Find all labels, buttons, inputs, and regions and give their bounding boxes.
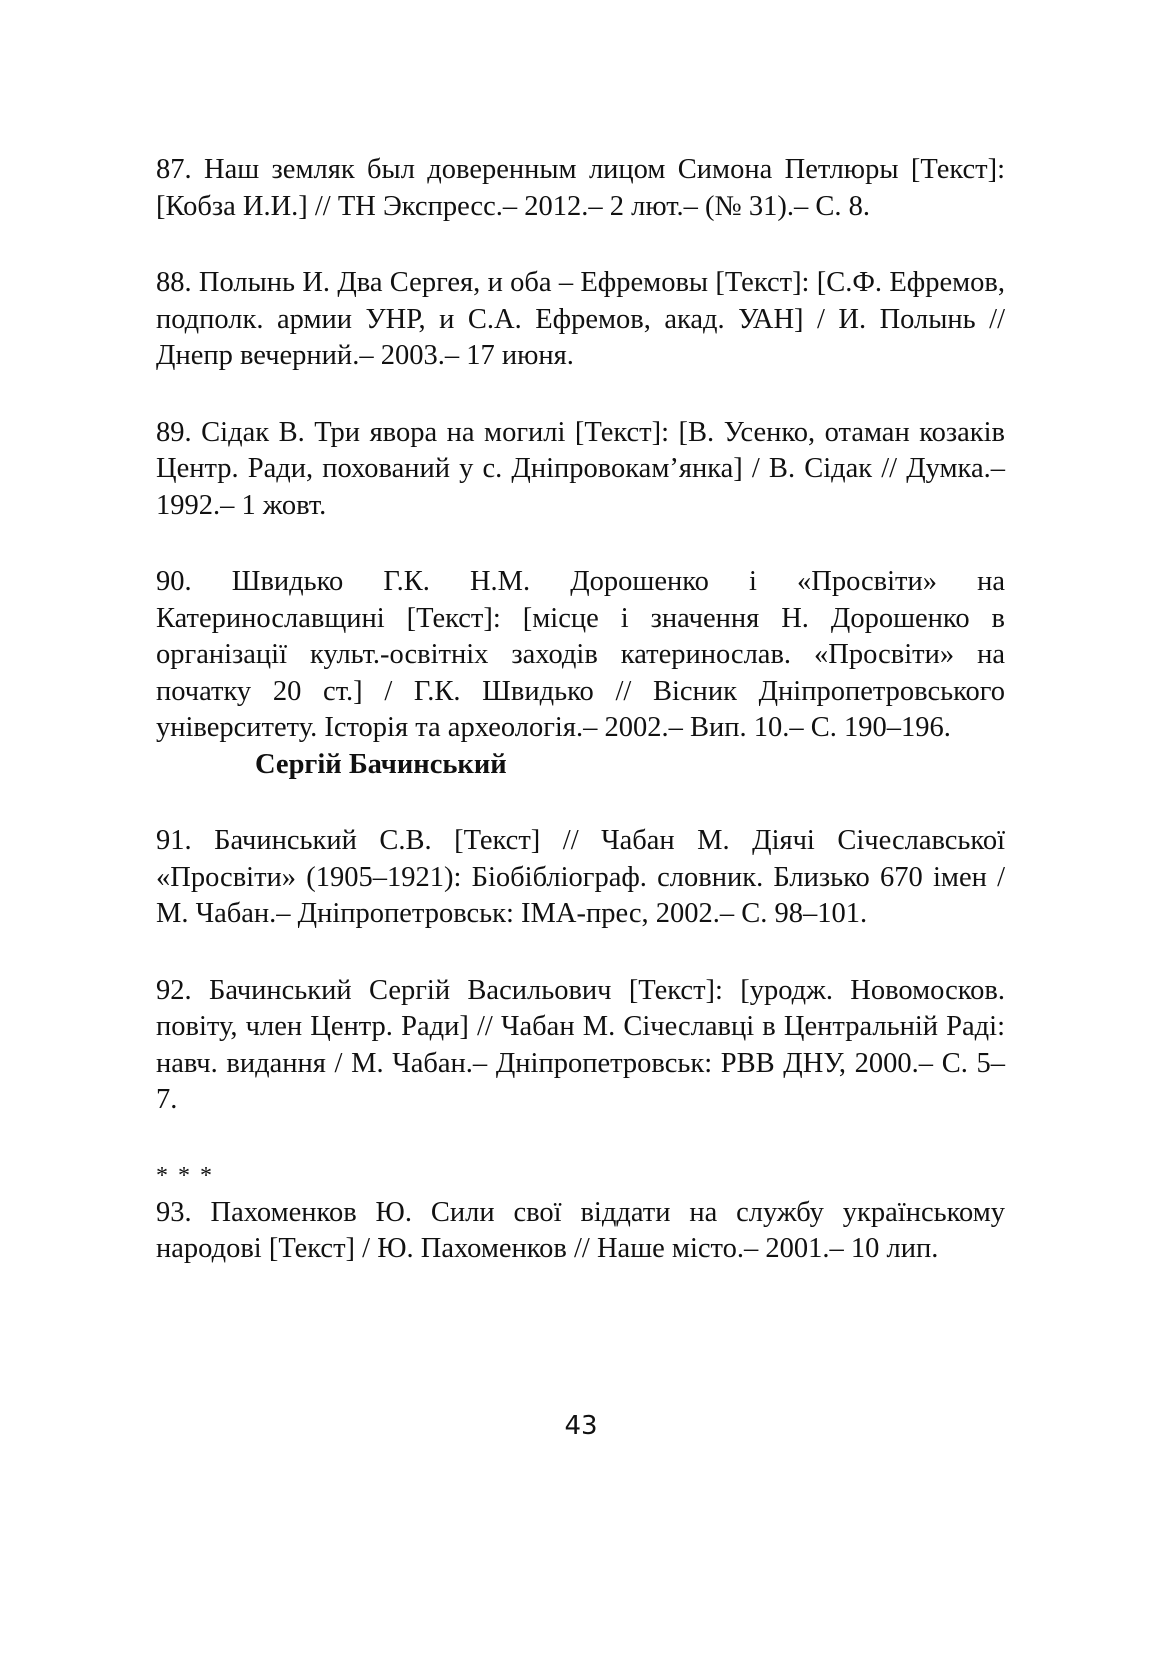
bibliography-entry-88: 88. Полынь И. Два Сергея, и оба – Ефремовы [Текст]: [С.Ф. Ефремов, подполк. армии УНР, и С.А. Ефремов, акад. УАН] / И. Полынь // Днепр вечерний.– 2003.– 17 июня. — [156, 267, 1005, 371]
bibliography-entry-89: 89. Сідак В. Три явора на могилі [Текст]: [В. Усенко, отаман козаків Центр. Ради, похований у с. Дніпровокам’янка] / В. Сідак // Думка.– 1992.– 1 жовт. — [156, 416, 1005, 521]
page-content — [156, 152, 1005, 1268]
bibliography-entry-90: 90. Швидько Г.К. Н.М. Дорошенко і «Просвіти» на Катеринославщині [Текст]: [місце і значення Н. Дорошенко в організації культ.-освітніх заходів катеринослав. «Просвіти» на початку 20 ст.] / Г.К. Швидько // Вісник Дніпропетровського університету. Історія та археологія.– 2002.– Вип. 10.– С. 190–196. — [156, 566, 1005, 743]
bibliography-entry-87: 87. Наш земляк был доверенным лицом Симона Петлюры [Текст]: [Кобза И.И.] // ТН Экспресс.– 2012.– 2 лют.– (№ 31).– С. 8. — [156, 154, 1005, 222]
section-separator: * * * — [156, 1162, 214, 1189]
bibliography-entry-91: 91. Бачинський С.В. [Текст] // Чабан М. Діячі Січеславської «Просвіти» (1905–1921): Біобібліограф. словник. Близько 670 імен / М. Чабан.– Дніпропетровськ: ІМА-прес, 2002.– С. 98–101. — [156, 825, 1005, 929]
section-heading: Сергій Бачинський — [255, 748, 507, 780]
bibliography-entry-93: 93. Пахоменков Ю. Сили свої віддати на службу українському народові [Текст] / Ю. Пахоменков // Наше місто.– 2001.– 10 лип. — [156, 1196, 1005, 1264]
page-number: 43 — [564, 1411, 598, 1441]
bibliography-entry-92: 92. Бачинський Сергій Васильович [Текст]: [уродж. Новомосков. повіту, член Центр. Ради] // Чабан М. Січеславці в Центральній Раді: навч. видання / М. Чабан.– Дніпропетровськ: РВВ ДНУ, 2000.– С. 5–7. — [156, 974, 1005, 1115]
